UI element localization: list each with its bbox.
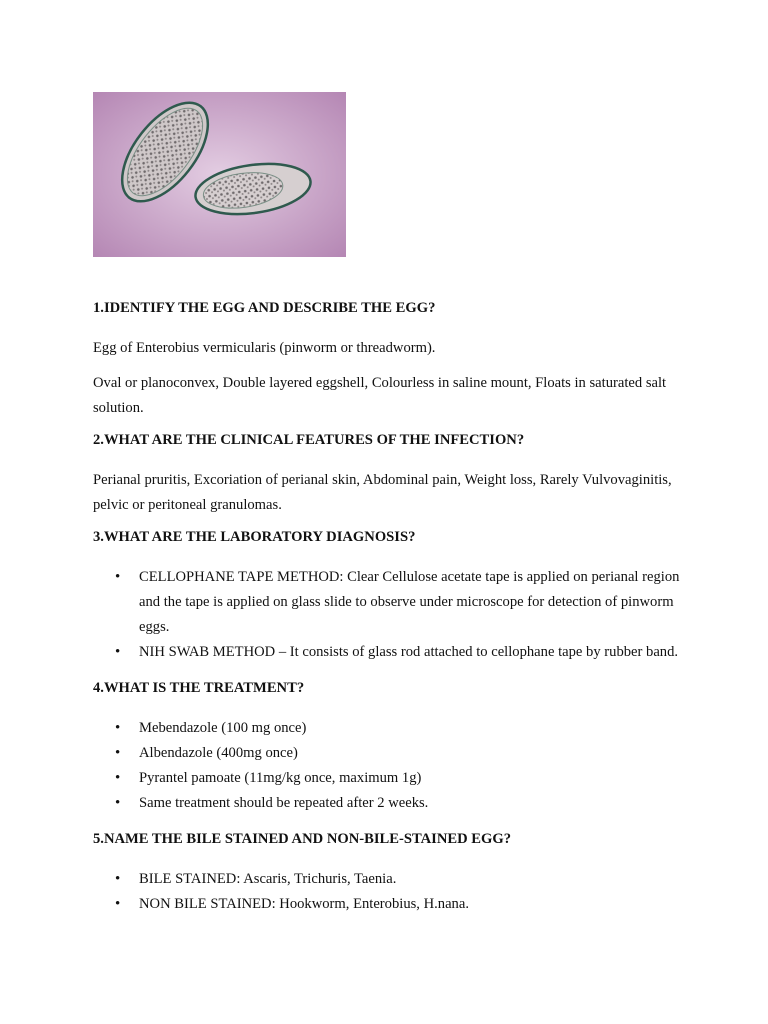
list-item: • Pyrantel pamoate (11mg/kg once, maximum 1g) — [139, 766, 683, 791]
section-1-paragraph-2: Oval or planoconvex, Double layered eggshell, Colourless in saline mount, Floats in saturated salt solution. — [93, 374, 667, 416]
list-item: • NIH SWAB METHOD – It consists of glass rod attached to cellophane tape by rubber band. — [139, 640, 683, 665]
treatment-list — [93, 716, 683, 816]
section-1-paragraph-1: Egg of Enterobius vermicularis (pinworm or threadworm). — [93, 340, 436, 356]
section-4-heading: 4.WHAT IS THE TREATMENT? — [93, 679, 305, 696]
section-2-paragraph-1: Perianal pruritis, Excoriation of perianal skin, Abdominal pain, Weight loss, Rarely Vulvovaginitis, pelvic or peritoneal granulomas. — [93, 471, 672, 513]
list-item: • Same treatment should be repeated after 2 weeks. — [139, 791, 683, 816]
list-item: • CELLOPHANE TAPE METHOD: Clear Cellulose acetate tape is applied on perianal region and the tape is applied on glass slide to observe under microscope for detection of pinworm eggs. — [139, 565, 683, 640]
list-item: • BILE STAINED: Ascaris, Trichuris, Taenia. — [139, 867, 683, 892]
list-item: • NON BILE STAINED: Hookworm, Enterobius, H.nana. — [139, 892, 683, 917]
section-3-heading: 3.WHAT ARE THE LABORATORY DIAGNOSIS? — [93, 528, 416, 545]
section-1-heading: 1.IDENTIFY THE EGG AND DESCRIBE THE EGG? — [93, 300, 436, 316]
egg-illustration — [93, 92, 346, 257]
list-item: • Mebendazole (100 mg once) — [139, 716, 683, 741]
diagnosis-list — [93, 565, 683, 665]
document-page — [93, 92, 683, 927]
list-item: • Albendazole (400mg once) — [139, 741, 683, 766]
section-2-heading: 2.WHAT ARE THE CLINICAL FEATURES OF THE INFECTION? — [93, 431, 525, 448]
section-5-heading: 5.NAME THE BILE STAINED AND NON-BILE-STAINED EGG? — [93, 830, 512, 847]
egg-classification-list — [93, 867, 683, 917]
pinworm-egg-micrograph — [93, 92, 346, 257]
